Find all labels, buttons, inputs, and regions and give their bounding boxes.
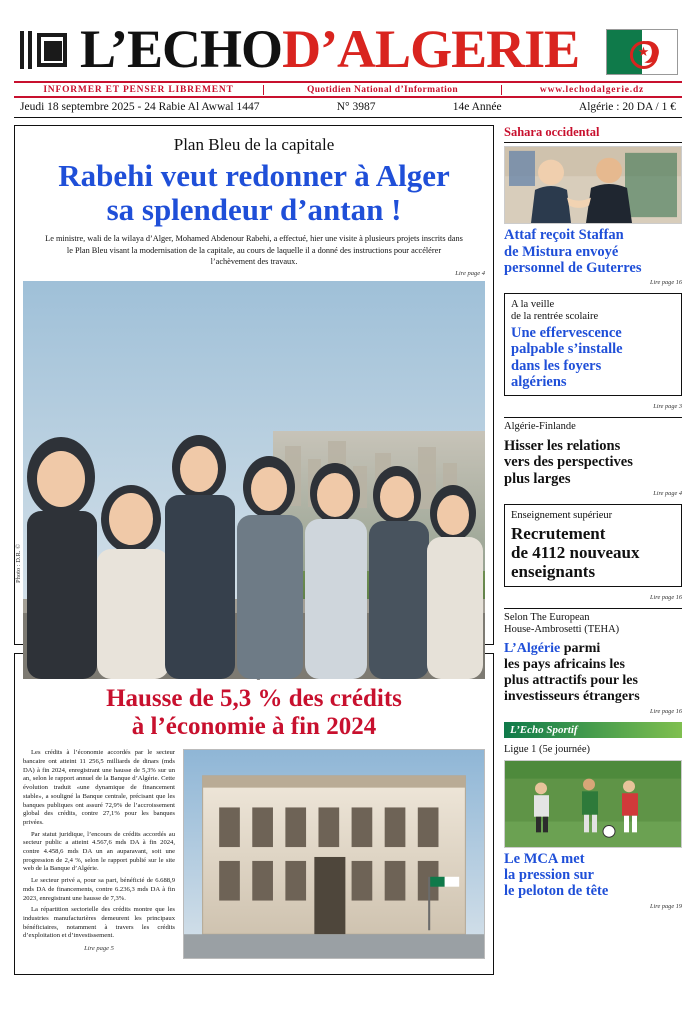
lead-photo-art bbox=[23, 281, 485, 679]
teha-headline-line3: plus attractifs pour les bbox=[504, 673, 638, 689]
rentree-headline-line4: algériens bbox=[511, 373, 567, 390]
masthead bbox=[14, 10, 682, 77]
finlande-headline bbox=[504, 438, 682, 487]
sport-photo bbox=[504, 760, 682, 848]
lead-headline-line2: sa splendeur d’antan ! bbox=[106, 192, 402, 228]
second-article[interactable] bbox=[14, 653, 494, 975]
enseignement-headline bbox=[511, 524, 675, 581]
teha-headline bbox=[504, 641, 682, 705]
sport-see-page[interactable]: Lire page 19 bbox=[650, 902, 682, 910]
finlande-headline-line2: vers des perspectives bbox=[504, 454, 633, 471]
website-link[interactable]: www.lechodalgerie.dz bbox=[539, 84, 645, 95]
second-headline bbox=[27, 685, 481, 741]
enseignement-headline-line3: enseignants bbox=[511, 561, 596, 581]
bank-building-art bbox=[184, 750, 484, 958]
sport-headline-line3: le peloton de tête bbox=[504, 883, 609, 900]
teha-kicker-line2: House-Ambrosetti (TEHA) bbox=[504, 624, 620, 636]
right-article-rentree[interactable] bbox=[504, 293, 682, 396]
sahara-photo bbox=[504, 146, 682, 224]
lead-deck: Le ministre, wali de la wilaya d’Alger, Mohamed Abdenour Rabehi, a effectué, hier une visite à plusieurs projets inscrits dans le Plan Bleu visant la modernisation de la capitale, au cours de laquelle il a donné des instructions pour accélérer l’achèvement des travaux. bbox=[45, 234, 463, 266]
dateline-issue: N° 3987 bbox=[336, 101, 376, 114]
sport-section-head: L’Echo Sportif bbox=[504, 722, 682, 738]
sport-headline bbox=[504, 851, 682, 900]
logo-mark-icon bbox=[18, 27, 70, 73]
second-paragraph: Le secteur privé a, pour sa part, bénéficié de 6.688,9 mds DA de financements, contre 6.236,3 mds DA à fin 2023, enregistrant une hausse de 7,3%. bbox=[23, 877, 175, 902]
sport-subtitle: Ligue 1 (5e journée) bbox=[504, 743, 591, 755]
enseignement-headline-line2: de 4112 nouveaux bbox=[511, 542, 640, 562]
lead-headline bbox=[23, 159, 485, 227]
sahara-headline bbox=[504, 227, 682, 276]
lead-kicker: Plan Bleu de la capitale bbox=[173, 135, 335, 155]
right-article-sahara[interactable] bbox=[504, 125, 682, 286]
enseignement-see-page[interactable]: Lire page 16 bbox=[650, 593, 682, 601]
teha-headline-line2: les pays africains les bbox=[504, 657, 625, 673]
right-article-teha[interactable] bbox=[504, 608, 682, 715]
right-column bbox=[504, 125, 682, 975]
second-paragraph: La répartition sectorielle des crédits montre que les industries manufacturières demeurent les principaux bénéficiaires, notamment à travers les crédits d’exploitation et d’investissement. bbox=[23, 906, 175, 940]
page-body bbox=[14, 125, 682, 975]
left-column bbox=[14, 125, 494, 975]
lead-photo-credit: Photo : D.R. © bbox=[15, 543, 22, 584]
rentree-headline-line2: palpable s’installe bbox=[511, 341, 623, 358]
rentree-headline-line1: Une effervescence bbox=[511, 325, 622, 342]
second-headline-line1: Hausse de 5,3 % des crédits bbox=[106, 685, 402, 713]
finlande-headline-line3: plus larges bbox=[504, 470, 571, 487]
subtitle: Quotidien National d’Information bbox=[264, 85, 502, 95]
teha-kicker-line1: Selon The European bbox=[504, 611, 590, 623]
rentree-see-page[interactable]: Lire page 3 bbox=[653, 403, 682, 411]
enseignement-kicker: Enseignement supérieur bbox=[511, 509, 613, 521]
second-paragraph: Les crédits à l’économie accordés par le secteur bancaire ont atteint 11 256,5 milliards de dinars (mds DA) à fin 2024, enregistrant une hausse de 5,3% sur un an, selon le rapport annuel de la Banque d’Algérie. Cette évolution traduit «une dynamique de financement stable», a souligné la Banque centrale, précisant que les banques publiques ont assuré 72,9% de l’accroissement global des crédits, contre 27,1% pour les banques privées. bbox=[23, 749, 175, 826]
finlande-see-page[interactable]: Lire page 4 bbox=[653, 489, 682, 497]
dateline bbox=[14, 98, 682, 118]
right-article-enseignement[interactable] bbox=[504, 504, 682, 587]
dateline-date: Jeudi 18 septembre 2025 - 24 Rabie Al Awwal 1447 bbox=[20, 101, 260, 114]
masthead-title-dark: L’ECHO bbox=[80, 19, 283, 79]
enseignement-headline-line1: Recrutement bbox=[511, 523, 606, 543]
sport-headline-line2: la pression sur bbox=[504, 867, 594, 884]
rentree-headline bbox=[511, 325, 675, 390]
masthead-title-red: D’ALGERIE bbox=[282, 19, 580, 79]
sport-headline-line1: Le MCA met bbox=[504, 850, 585, 867]
lead-see-page[interactable]: Lire page 4 bbox=[455, 270, 485, 278]
teha-headline-part2: parmi bbox=[563, 641, 601, 657]
rentree-headline-line3: dans les foyers bbox=[511, 357, 602, 374]
dateline-price: Algérie : 20 DA / 1 € bbox=[578, 101, 676, 114]
teha-see-page[interactable]: Lire page 16 bbox=[650, 707, 682, 715]
second-see-page[interactable]: Lire page 5 bbox=[84, 945, 114, 953]
rentree-kicker-line2: de la rentrée scolaire bbox=[511, 311, 599, 323]
algeria-flag-icon: ★ bbox=[606, 29, 678, 75]
right-section-sport[interactable] bbox=[504, 722, 682, 910]
sahara-headline-line2: de Mistura envoyé bbox=[504, 243, 619, 260]
handshake-photo-art bbox=[505, 147, 681, 223]
newspaper-logo bbox=[18, 19, 580, 79]
sahara-headline-line1: Attaf reçoit Staffan bbox=[504, 227, 624, 244]
finlande-kicker: Algérie-Finlande bbox=[504, 421, 576, 433]
sahara-headline-line3: personnel de Guterres bbox=[504, 259, 642, 276]
masthead-redbar bbox=[14, 81, 682, 98]
right-article-finlande[interactable] bbox=[504, 417, 682, 497]
second-photo bbox=[183, 749, 485, 959]
football-match-art bbox=[505, 761, 681, 847]
section-head-sahara: Sahara occidental bbox=[504, 125, 682, 143]
lead-article[interactable] bbox=[14, 125, 494, 645]
sahara-see-page[interactable]: Lire page 16 bbox=[650, 279, 682, 286]
teha-headline-line4: investisseurs étrangers bbox=[504, 688, 640, 704]
second-headline-line2: à l’économie à fin 2024 bbox=[131, 713, 377, 741]
rentree-kicker bbox=[511, 299, 675, 323]
rentree-kicker-line1: A la veille bbox=[511, 299, 555, 310]
second-paragraph: Par statut juridique, l’encours de crédits accordés au secteur public a atteint 4.567,6 mds DA à fin 2024, contre 4.458,6 mds DA un an auparavant, soit une progression de 2,4 %, selon le rapport publié sur le site web de la Banque d’Algérie. bbox=[23, 830, 175, 873]
lead-photo bbox=[15, 281, 485, 679]
masthead-title bbox=[80, 19, 580, 79]
dateline-year: 14e Année bbox=[452, 101, 502, 114]
finlande-headline-line1: Hisser les relations bbox=[504, 438, 621, 455]
lead-headline-line1: Rabehi veut redonner à Alger bbox=[58, 158, 450, 194]
teha-headline-blue: L’Algérie bbox=[504, 641, 561, 657]
teha-kicker bbox=[504, 612, 682, 636]
slogan: INFORMER ET PENSER LIBREMENT bbox=[14, 85, 264, 95]
second-article-text bbox=[23, 749, 175, 959]
